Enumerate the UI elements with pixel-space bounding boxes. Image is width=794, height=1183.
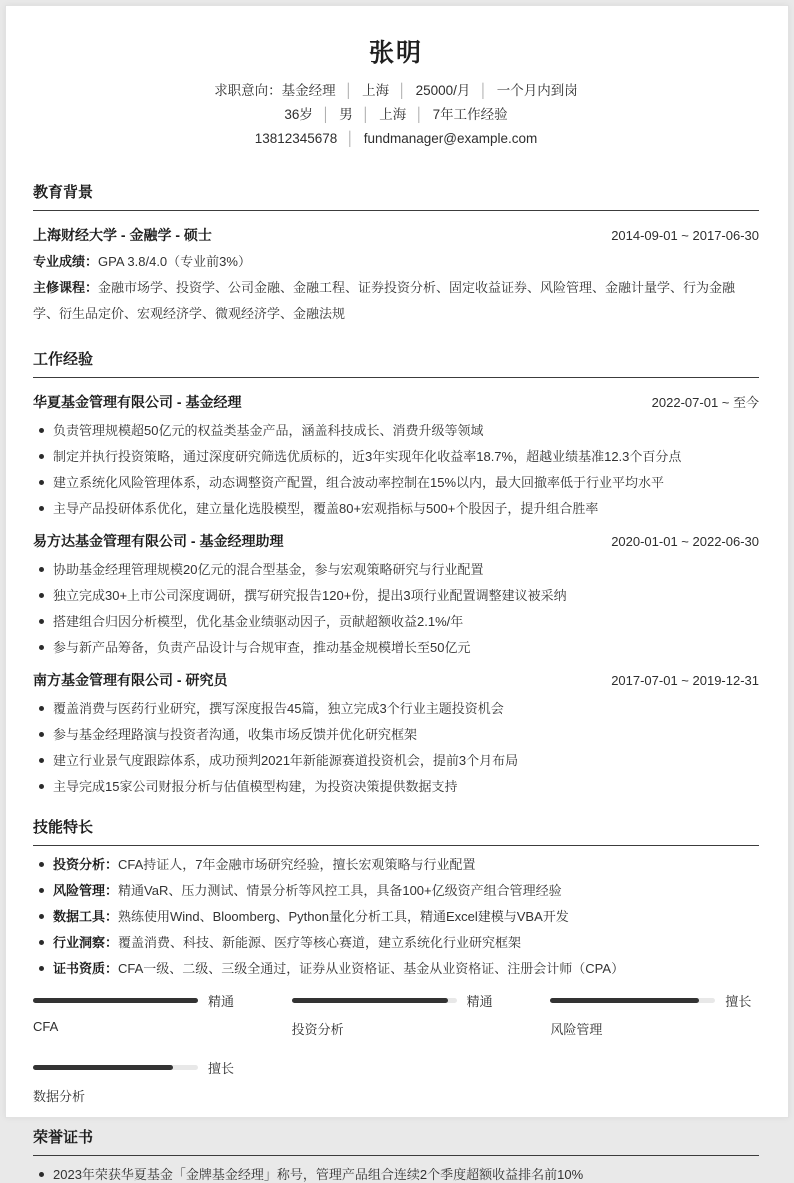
education-date-range: 2014-09-01 ~ 2017-06-30 (611, 228, 759, 243)
gpa-label: 专业成绩： (33, 254, 99, 269)
job-intent-line-segment: 上海 (362, 83, 390, 98)
job-date-range: 2017-07-01 ~ 2019-12-31 (611, 673, 759, 688)
separator-bar: │ (361, 107, 371, 122)
job-bullet: 搭建组合归因分析模型，优化基金业绩驱动因子，贡献超额收益2.1%/年 (33, 613, 759, 630)
skill-item-text: 覆盖消费、科技、新能源、医疗等核心赛道，建立系统化行业研究框架 (118, 935, 522, 950)
skill-bar-fill (550, 998, 699, 1003)
separator-bar: │ (398, 83, 407, 98)
section-honors (33, 1129, 759, 1183)
job-bullet: 协助基金经理管理规模20亿元的混合型基金，参与宏观策略研究与行业配置 (33, 561, 759, 578)
job-item-head (33, 392, 759, 412)
skill-item (33, 960, 759, 977)
job-bullets (33, 700, 759, 795)
skill-bar-fill (33, 1065, 173, 1070)
job-bullet: 建立行业景气度跟踪体系，成功预判2021年新能源赛道投资机会，提前3个月布局 (33, 752, 759, 769)
contact-line-segment: 13812345678 (254, 131, 338, 146)
skill-bar-name: 投资分析 (291, 1022, 344, 1037)
skill-bar-name: 数据分析 (33, 1089, 86, 1104)
separator-bar: │ (344, 83, 354, 98)
courses-value: 金融市场学、投资学、公司金融、金融工程、证券投资分析、固定收益证券、风险管理、金融计量学、行为金融学、衍生品定价、宏观经济学、微观经济学、金融法规 (33, 280, 736, 321)
skill-bar-level: 精通 (208, 994, 235, 1009)
basic-info-line-segment: 7年工作经验 (432, 107, 508, 122)
skill-item (33, 934, 759, 951)
section-education (33, 184, 759, 327)
separator-bar: │ (479, 83, 488, 98)
section-skills (33, 819, 759, 1105)
job-entry (33, 531, 759, 656)
skill-item-label: 数据工具： (53, 909, 119, 924)
skill-bar-item (33, 991, 242, 1038)
skill-item-text: CFA一级、二级、三级全通过，证券从业资格证、基金从业资格证、注册会计师（CPA） (118, 961, 625, 976)
basic-info-line-segment: 男 (339, 107, 353, 122)
honor-list (33, 1166, 759, 1183)
courses-line (33, 275, 759, 327)
skill-bar-item (33, 1058, 242, 1105)
skill-bar-item (292, 991, 501, 1038)
skill-list (33, 856, 759, 977)
section-experience (33, 351, 759, 795)
job-bullet: 主导产品投研体系优化，建立量化选股模型，覆盖80+宏观指标与500+个股因子，提升组合胜率 (33, 500, 759, 517)
skill-bar-track (292, 998, 457, 1003)
experience-section-title: 工作经验 (33, 351, 759, 378)
skill-bar-track (33, 1065, 198, 1070)
separator-bar: │ (346, 131, 355, 146)
job-bullet: 独立完成30+上市公司深度调研，撰写研究报告120+份，提出3项行业配置调整建议被采纳 (33, 587, 759, 604)
job-title: 南方基金管理有限公司 - 研究员 (33, 672, 228, 688)
job-intent-line-segment: 25000/月 (415, 83, 471, 98)
basic-info-line-segment: 36岁 (284, 107, 313, 122)
skill-bars (33, 991, 759, 1105)
job-bullet: 覆盖消费与医药行业研究，撰写深度报告45篇，独立完成3个行业主题投资机会 (33, 700, 759, 717)
job-item-head (33, 531, 759, 551)
skill-item-label: 行业洞察： (53, 935, 119, 950)
skill-bar-track (550, 998, 715, 1003)
skill-bar-track (33, 998, 198, 1003)
honors-section-title: 荣誉证书 (33, 1129, 759, 1156)
contact-line-segment: fundmanager@example.com (363, 131, 538, 146)
skill-item-label: 风险管理： (53, 883, 119, 898)
skill-item-label: 投资分析： (53, 857, 119, 872)
job-bullet: 参与新产品筹备，负责产品设计与合规审查，推动基金规模增长至50亿元 (33, 639, 759, 656)
separator-bar: │ (415, 107, 424, 122)
education-section-title: 教育背景 (33, 184, 759, 211)
skill-bar-name: CFA (33, 1019, 59, 1034)
skill-bar-row (33, 1058, 242, 1077)
job-bullet: 建立系统化风险管理体系，动态调整资产配置，组合波动率控制在15%以内，最大回撤率低于行业平均水平 (33, 474, 759, 491)
honor-bullet: 2023年荣获华夏基金「金牌基金经理」称号，管理产品组合连续2个季度超额收益排名前10% (33, 1166, 759, 1183)
job-entry (33, 670, 759, 795)
job-title: 华夏基金管理有限公司 - 基金经理 (33, 394, 242, 410)
job-bullets (33, 561, 759, 656)
skills-section-title: 技能特长 (33, 819, 759, 846)
resume-page (5, 5, 789, 1182)
skill-item (33, 908, 759, 925)
skill-bar-fill (292, 998, 449, 1003)
separator-bar: │ (321, 107, 331, 122)
job-intent-line-segment: 求职意向：基金经理 (214, 83, 336, 98)
header-info-lines (33, 79, 759, 151)
job-item-head (33, 670, 759, 690)
skill-item-text: 精通VaR、压力测试、情景分析等风控工具，具备100+亿级资产组合管理经验 (118, 883, 562, 898)
job-date-range: 2022-07-01 ~ 至今 (651, 395, 759, 410)
skill-bar-level: 擅长 (725, 994, 752, 1009)
resume-header (33, 6, 759, 151)
skill-bar-name: 风险管理 (550, 1022, 603, 1037)
job-intent-line (33, 79, 759, 103)
job-title: 易方达基金管理有限公司 - 基金经理助理 (33, 533, 284, 549)
skill-item-text: 熟练使用Wind、Bloomberg、Python量化分析工具，精通Excel建模与VBA开发 (118, 909, 569, 924)
job-intent-line-segment: 一个月内到岗 (496, 83, 578, 98)
education-item-head (33, 225, 759, 245)
skill-item (33, 856, 759, 873)
candidate-name: 张明 (368, 39, 423, 67)
school-degree: 上海财经大学 - 金融学 - 硕士 (33, 227, 212, 243)
basic-info-line-segment: 上海 (379, 107, 407, 122)
job-entry (33, 392, 759, 517)
job-date-range: 2020-01-01 ~ 2022-06-30 (611, 534, 759, 549)
job-bullet: 参与基金经理路演与投资者沟通，收集市场反馈并优化研究框架 (33, 726, 759, 743)
skill-item (33, 882, 759, 899)
job-list (33, 392, 759, 795)
skill-bar-row (292, 991, 501, 1010)
basic-info-line (33, 103, 759, 127)
courses-label: 主修课程： (33, 280, 99, 295)
skill-bar-row (550, 991, 759, 1010)
skill-bar-row (33, 991, 242, 1010)
skill-item-label: 证书资质： (53, 961, 119, 976)
job-bullet: 主导完成15家公司财报分析与估值模型构建，为投资决策提供数据支持 (33, 778, 759, 795)
job-bullet: 负责管理规模超50亿元的权益类基金产品，涵盖科技成长、消费升级等领域 (33, 422, 759, 439)
skill-bar-fill (33, 998, 198, 1003)
skill-bar-item (550, 991, 759, 1038)
contact-line (33, 127, 759, 151)
skill-bar-level: 擅长 (208, 1061, 235, 1076)
job-bullet: 制定并执行投资策略，通过深度研究筛选优质标的，近3年实现年化收益率18.7%，超越业绩基准12.3个百分点 (33, 448, 759, 465)
skill-item-text: CFA持证人，7年金融市场研究经验，擅长宏观策略与行业配置 (118, 857, 476, 872)
job-bullets (33, 422, 759, 517)
gpa-line (33, 249, 759, 275)
gpa-value: GPA 3.8/4.0（专业前3%） (98, 254, 251, 269)
skill-bar-level: 精通 (466, 994, 493, 1009)
resume-content (6, 6, 788, 1183)
